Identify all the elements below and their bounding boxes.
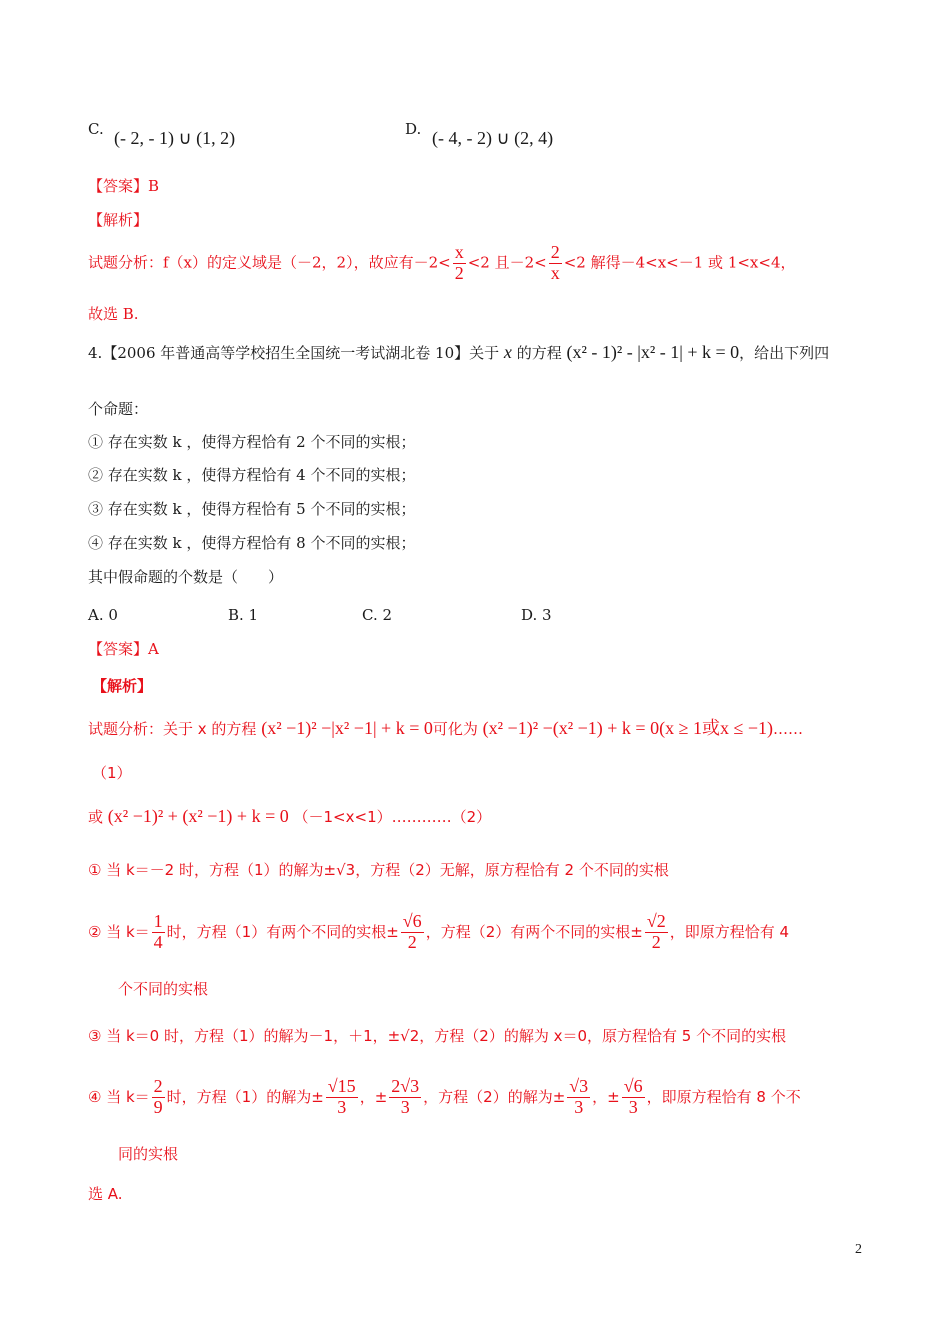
q4-line1-dots: ……	[772, 720, 803, 738]
option-d-expression: (- 4, - 2) ∪ (2, 4)	[432, 128, 554, 148]
option-c-label: C.	[88, 120, 104, 138]
q4-line2-text-b: （－1<x<1）…………（2）	[293, 808, 492, 826]
q4-case4-sep2: ，±	[592, 1087, 620, 1106]
q4-case4-text-a: ④ 当 k＝	[88, 1087, 150, 1106]
q4-case2-text-c: ，方程（2）有两个不同的实根±	[425, 922, 643, 941]
q4-proposition-3: ③ 存在实数 k ，使得方程恰有 5 个不同的实根；	[88, 500, 416, 518]
q3-fraction-x-over-2: $\frac{x}{2}$	[454, 242, 464, 283]
option-c-expression: (- 2, - 1) ∪ (1, 2)	[114, 128, 236, 148]
q4-case2-text-d: ，即原方程恰有 4	[669, 922, 790, 941]
q4-case4-text-c: ，方程（2）的解为±	[423, 1087, 566, 1106]
q4-variable-x: x	[503, 342, 512, 362]
q4-line2-equation: (x² −1)² + (x² −1) + k = 0	[107, 806, 289, 826]
page-number: 2	[855, 1242, 862, 1257]
q3-analysis-text-a: 试题分析：f（x）的定义域是（－2，2），故应有－2<	[88, 253, 451, 272]
q4-source: 【2006 年普通高等学校招生全国统一考试湖北卷 10】	[102, 344, 470, 362]
q4-proposition-1: ① 存在实数 k ，使得方程恰有 2 个不同的实根；	[88, 433, 416, 451]
q4-case4-sep1: ，±	[359, 1087, 388, 1106]
q4-stem-text-b: 的方程	[516, 344, 562, 362]
q4-line1-tag: （1）	[92, 764, 132, 782]
q4-case4-k-fraction: $\frac{2}{9}$	[153, 1076, 163, 1117]
q4-option-a: A. 0	[88, 606, 118, 624]
q4-case4-continuation: 同的实根	[118, 1145, 179, 1163]
q4-stem-continuation: 个命题：	[88, 400, 149, 418]
q4-analysis-label: 【解析】	[92, 677, 153, 695]
q3-analysis-text-b: <2 且－2<	[467, 253, 547, 272]
q4-case4-text-d: ，即原方程恰有 8 个不	[646, 1087, 801, 1106]
q4-case4-root4: $\frac{√6}{3}$	[623, 1076, 643, 1117]
option-d-label: D.	[405, 120, 422, 138]
q4-answer: 【答案】A	[88, 640, 159, 658]
q4-option-d: D. 3	[521, 606, 552, 624]
q4-case2-root2: $\frac{√2}{2}$	[646, 911, 666, 952]
q4-line1-equation2: (x² −1)² −(x² −1) + k = 0(x ≥ 1或x ≤ −1)	[482, 718, 773, 738]
q3-answer: 【答案】B	[88, 177, 160, 195]
q3-analysis-text-c: <2 解得－4<x<－1 或 1<x<4，	[563, 253, 796, 272]
q4-case2-text-a: ② 当 k＝	[88, 922, 150, 941]
q4-case-3: ③ 当 k＝0 时，方程（1）的解为－1，＋1，±√2，方程（2）的解为 x＝0，原方程恰有 5 个不同的实根	[88, 1027, 787, 1045]
q4-conclusion: 选 A.	[88, 1185, 123, 1203]
q4-line2-text-a: 或	[88, 808, 104, 826]
q4-case4-root3: $\frac{√3}{3}$	[569, 1076, 589, 1117]
q4-stem-text-a: 关于	[469, 344, 500, 362]
q4-case2-root1: $\frac{√6}{2}$	[402, 911, 422, 952]
q3-fraction-2-over-x: $\frac{2}{x}$	[550, 242, 560, 283]
q4-case-4	[88, 1077, 801, 1118]
q4-case4-root1: $\frac{√15}{3}$	[327, 1076, 356, 1117]
q4-stem-text-c: ，给出下列四	[739, 344, 830, 362]
q4-line1-text-b: 可化为	[432, 720, 478, 738]
q4-analysis-line1	[88, 718, 803, 740]
q4-proposition-2: ② 存在实数 k ，使得方程恰有 4 个不同的实根；	[88, 466, 416, 484]
q4-question: 其中假命题的个数是（ ）	[88, 568, 284, 586]
q4-equation: (x² - 1)² - |x² - 1| + k = 0	[566, 342, 740, 362]
q4-line1-text-a: 试题分析：关于 x 的方程	[88, 720, 257, 738]
q4-option-c: C. 2	[362, 606, 393, 624]
q4-case-1: ① 当 k＝－2 时，方程（1）的解为±√3，方程（2）无解，原方程恰有 2 个不同的实根	[88, 861, 669, 879]
q4-case2-k-fraction: $\frac{1}{4}$	[153, 911, 163, 952]
q4-case4-text-b: 时，方程（1）的解为±	[166, 1087, 324, 1106]
q4-case-2	[88, 912, 789, 953]
q4-case2-continuation: 个不同的实根	[118, 980, 209, 998]
q4-proposition-4: ④ 存在实数 k ，使得方程恰有 8 个不同的实根；	[88, 534, 416, 552]
q3-analysis-line	[88, 243, 796, 284]
q4-line1-equation1: (x² −1)² −|x² −1| + k = 0	[261, 718, 433, 738]
q4-case2-text-b: 时，方程（1）有两个不同的实根±	[166, 922, 399, 941]
q4-stem-line	[88, 342, 829, 364]
q4-option-b: B. 1	[228, 606, 259, 624]
q4-case4-root2: $\frac{2√3}{3}$	[391, 1076, 420, 1117]
q4-analysis-line2	[88, 806, 491, 828]
q4-number: 4.	[88, 344, 103, 362]
q3-conclusion: 故选 B.	[88, 305, 139, 323]
q3-analysis-label: 【解析】	[88, 211, 149, 229]
